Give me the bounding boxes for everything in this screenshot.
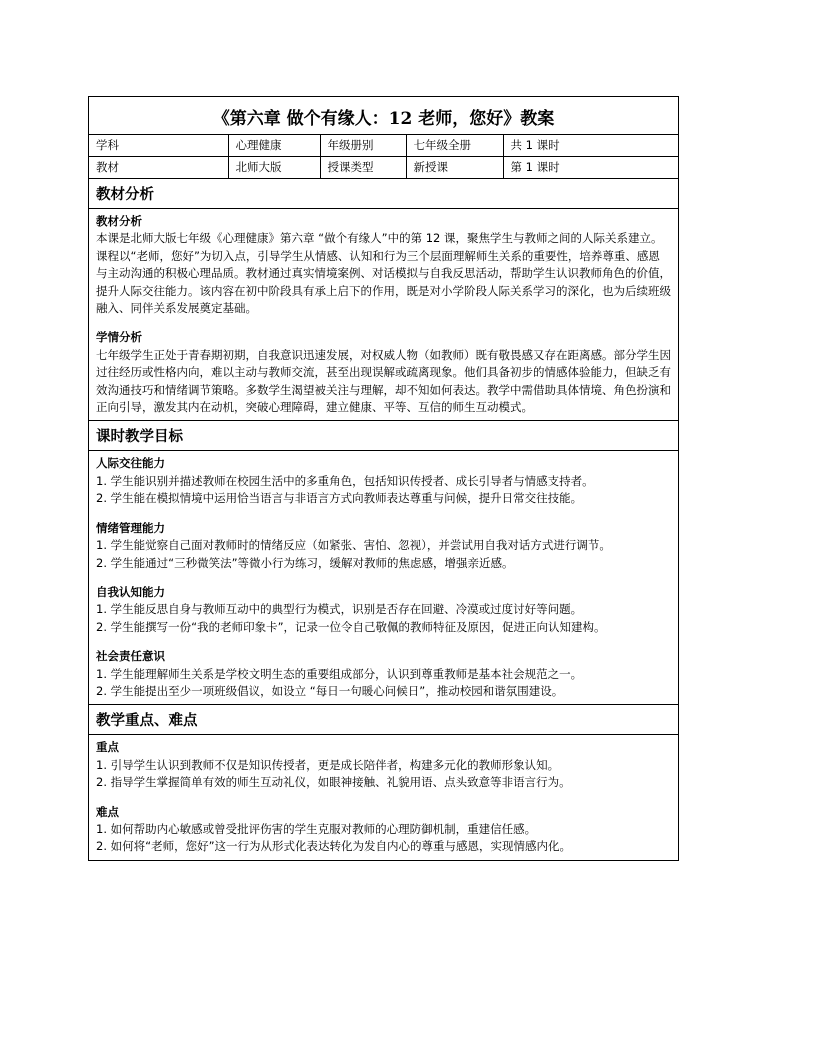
meta-cell: 学科 — [89, 135, 228, 157]
list-item: 1. 学生能觉察自己面对教师时的情绪反应（如紧张、害怕、忽视），并尝试用自我对话方式进行调节。 — [96, 538, 611, 553]
subheading: 情绪管理能力 — [96, 520, 165, 535]
section-heading: 教学重点、难点 — [89, 705, 678, 735]
subheading: 自我认知能力 — [96, 584, 165, 599]
subheading: 社会责任意识 — [96, 649, 165, 664]
paragraph: 本课是北师大版七年级《心理健康》第六章 “做个有缘人”中的第 12 课，聚焦学生与教师之间的人际关系建立。课程以“老师，您好”为切入点，引导学生从情感、认知和行为三个层面理解师生关系的重要性，培养尊重、感恩与主动沟通的积极心理品质。教材通过真实情境案例、对话模拟与自我反思活动，帮助学生认识教师角色的价值，提升人际交往能力。该内容在初中阶段具有承上启下的作用，既是对小学阶段人际关系学习的深化，也为后续班级融入、同伴关系发展奠定基础。 — [96, 231, 671, 316]
list-item: 2. 如何将“老师，您好”这一行为从形式化表达转化为发自内心的尊重与感恩，实现情感内化。 — [96, 839, 572, 854]
meta-cell: 授课类型 — [320, 157, 406, 179]
section-body — [89, 209, 678, 420]
meta-table — [89, 135, 678, 179]
meta-cell: 共 1 课时 — [503, 135, 678, 157]
meta-cell: 北师大版 — [228, 157, 320, 179]
list-item: 2. 学生能撰写一份“我的老师印象卡”，记录一位令自己敬佩的教师特征及原因，促进正向认知建构。 — [96, 619, 606, 634]
list-item: 2. 学生能通过“三秒微笑法”等微小行为练习，缓解对教师的焦虑感，增强亲近感。 — [96, 555, 514, 570]
meta-cell: 七年级全册 — [406, 135, 503, 157]
section-heading: 课时教学目标 — [89, 421, 678, 451]
subheading: 学情分析 — [96, 330, 142, 345]
keypoints-section — [89, 705, 678, 859]
subheading: 人际交往能力 — [96, 456, 165, 471]
meta-cell: 年级册别 — [320, 135, 406, 157]
meta-cell: 第 1 课时 — [503, 157, 678, 179]
list-item: 2. 学生能提出至少一项班级倡议，如设立 “每日一句暖心问候日”，推动校园和谐氛围建设。 — [96, 683, 564, 698]
paragraph: 七年级学生正处于青春期初期，自我意识迅速发展，对权威人物（如教师）既有敬畏感又存在距离感。部分学生因过往经历或性格内向，难以主动与教师交流，甚至出现误解或疏离现象。他们具备初步的情感体验能力，但缺乏有效沟通技巧和情绪调节策略。多数学生渴望被关注与理解，却不知如何表达。教学中需借助具体情境、角色扮演和正向引导，激发其内在动机，突破心理障碍，建立健康、平等、互信的师生互动模式。 — [96, 347, 671, 415]
objectives-section — [89, 421, 678, 705]
list-item: 2. 学生能在模拟情境中运用恰当语言与非语言方式向教师表达尊重与问候，提升日常交往技能。 — [96, 491, 583, 506]
section-heading: 教材分析 — [89, 179, 678, 209]
list-item: 1. 引导学生认识到教师不仅是知识传授者，更是成长陪伴者，构建多元化的教师形象认知。 — [96, 757, 560, 772]
list-item: 1. 如何帮助内心敏感或曾受批评伤害的学生克服对教师的心理防御机制，重建信任感。 — [96, 821, 537, 836]
section-body — [89, 735, 678, 859]
list-item: 2. 指导学生掌握简单有效的师生互动礼仪，如眼神接触、礼貌用语、点头致意等非语言行为。 — [96, 775, 571, 790]
meta-row — [89, 157, 678, 179]
document-title: 《第六章 做个有缘人：12 老师，您好》教案 — [89, 97, 678, 135]
subheading: 重点 — [96, 740, 119, 755]
section-body — [89, 451, 678, 704]
subheading: 教材分析 — [96, 214, 142, 228]
meta-row — [89, 135, 678, 157]
list-item: 1. 学生能识别并描述教师在校园生活中的多重角色，包括知识传授者、成长引导者与情感支持者。 — [96, 473, 594, 488]
lesson-plan-document — [88, 96, 679, 861]
analysis-section — [89, 179, 678, 421]
meta-cell: 心理健康 — [228, 135, 320, 157]
subheading: 难点 — [96, 804, 119, 819]
list-item: 1. 学生能反思自身与教师互动中的典型行为模式，识别是否存在回避、冷漠或过度讨好等问题。 — [96, 602, 583, 617]
meta-cell: 教材 — [89, 157, 228, 179]
meta-cell: 新授课 — [406, 157, 503, 179]
list-item: 1. 学生能理解师生关系是学校文明生态的重要组成部分，认识到尊重教师是基本社会规范之一。 — [96, 666, 583, 681]
